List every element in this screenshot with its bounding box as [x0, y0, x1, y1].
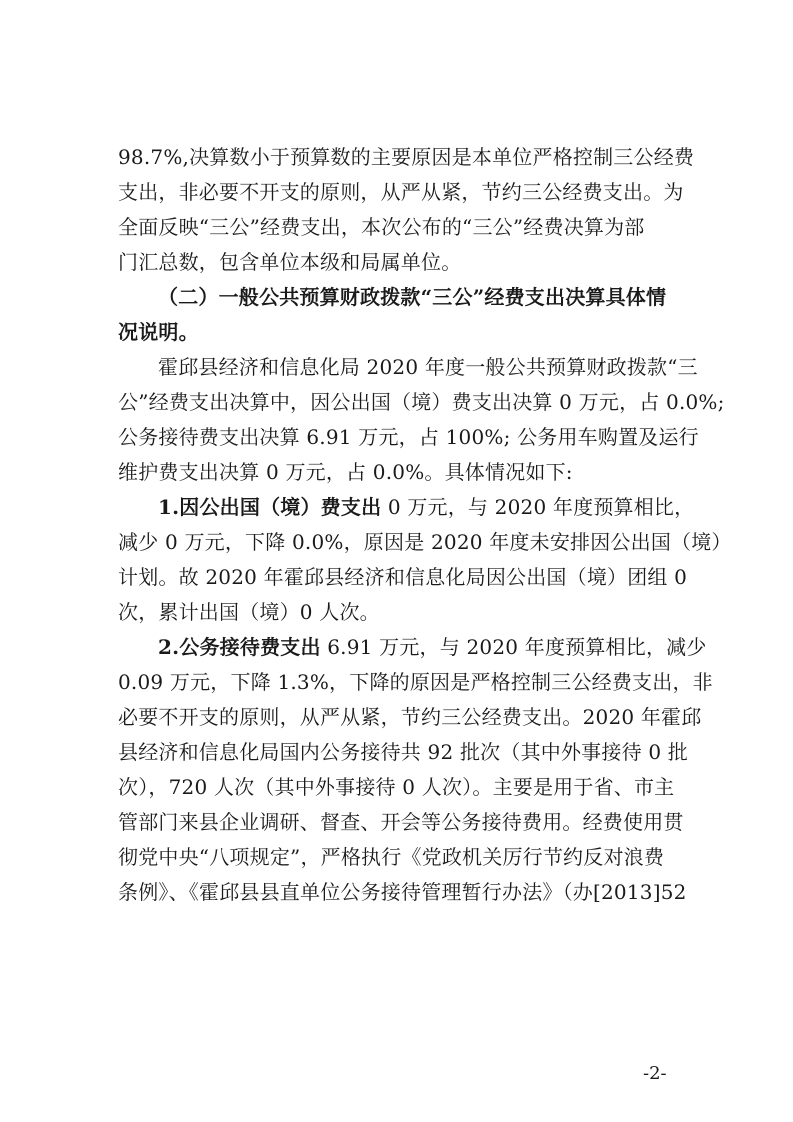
body-line-9: 公务接待费支出决算 6.91 万元，占 100%; 公务用车购置及运行 [118, 425, 699, 449]
body-line-4: 门汇总数，包含单位本级和局属单位。 [118, 250, 462, 274]
body-line-21: 彻党中央“八项规定”，严格执行《党政机关厉行节约反对浪费 [118, 845, 665, 869]
body-line-8: 公”经费支出决算中，因公出国（境）费支出决算 0 万元，占 0.0%; [118, 390, 725, 414]
item-2-line [158, 634, 707, 660]
body-line-19: 次），720 人次（其中外事接待 0 人次）。主要是用于省、市主 [118, 775, 675, 799]
body-line-3: 全面反映“三公”经费支出，本次公布的“三公”经费决算为部 [118, 215, 645, 239]
item-1-line [158, 494, 694, 520]
body-line-13: 计划。故 2020 年霍邱县经济和信息化局因公出国（境）团组 0 [118, 565, 688, 589]
item-1-rest: 0 万元，与 2020 年度预算相比， [381, 495, 695, 519]
section-heading-line-1: （二）一般公共预算财政拨款“三公”经费支出决算具体情 [158, 285, 667, 309]
item-2-label: 2.公务接待费支出 [158, 635, 321, 659]
body-line-2: 支出，非必要不开支的原则，从严从紧，节约三公经费支出。为 [118, 180, 684, 204]
body-line-10: 维护费支出决算 0 万元，占 0.0%。具体情况如下: [118, 460, 573, 484]
page-number: -2- [643, 1063, 667, 1084]
item-1-label: 1.因公出国（境）费支出 [158, 495, 382, 519]
body-line-12: 减少 0 万元，下降 0.0%，原因是 2020 年度未安排因公出国（境） [118, 530, 732, 554]
body-line-20: 管部门来县企业调研、督查、开会等公务接待费用。经费使用贯 [118, 810, 684, 834]
body-line-16: 0.09 万元，下降 1.3%，下降的原因是严格控制三公经费支出，非 [118, 670, 713, 694]
body-line-17: 必要不开支的原则，从严从紧，节约三公经费支出。2020 年霍邱 [118, 705, 702, 729]
body-line-1: 98.7%,决算数小于预算数的主要原因是本单位严格控制三公经费 [118, 145, 695, 169]
body-line-7: 霍邱县经济和信息化局 2020 年度一般公共预算财政拨款“三 [158, 355, 698, 379]
body-line-14: 次，累计出国（境）0 人次。 [118, 600, 380, 624]
body-line-22: 条例》、《霍邱县县直单位公务接待管理暂行办法》（办[2013]52 [118, 880, 687, 904]
item-2-rest: 6.91 万元，与 2020 年度预算相比，减少 [320, 635, 707, 659]
section-heading-line-2: 况说明。 [118, 320, 199, 344]
body-line-18: 县经济和信息化局国内公务接待共 92 批次（其中外事接待 0 批 [118, 740, 689, 764]
